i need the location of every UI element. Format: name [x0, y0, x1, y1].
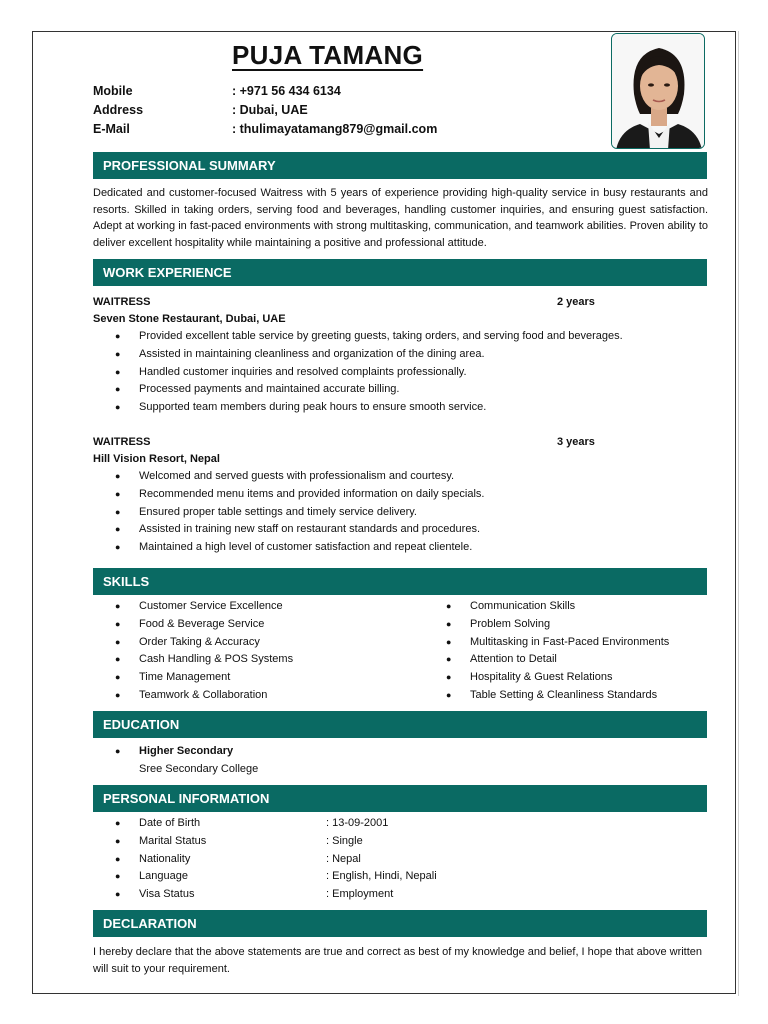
- info-label: Visa Status: [139, 888, 195, 900]
- education-degree: Higher Secondary: [139, 745, 234, 757]
- info-label: Language: [139, 870, 188, 883]
- bullet-icon: ●: [115, 402, 121, 412]
- personal-info-list: [115, 815, 437, 904]
- job-title: WAITRESS: [93, 296, 151, 308]
- list-item: ● Welcomed and served guests with professionalism and courtesy.: [139, 468, 484, 486]
- bullet-icon: ●: [115, 471, 121, 481]
- bullet-icon: ●: [115, 488, 121, 499]
- bullet-icon: ●: [115, 618, 121, 629]
- summary-text: Dedicated and customer-focused Waitress with 5 years of experience providing high-quality service in busy restaurants and resorts. Skilled in taking orders, serving food and beverages, handling customer inquiries, and ensuring guest satisfaction. Adept at working in fast-paced environments with strong multitasking, communication, and teamwork abilities. Proven ability to deliver excellent hospitality while maintaining a positive and professional attitude.: [93, 187, 708, 249]
- list-item: ● Attention to Detail: [470, 651, 669, 669]
- list-item: ● Teamwork & Collaboration: [139, 687, 293, 705]
- contact-value: : Dubai, UAE: [232, 103, 308, 117]
- job-employer: Seven Stone Restaurant, Dubai, UAE: [93, 313, 286, 325]
- bullet-icon: ●: [115, 542, 121, 552]
- job-duration: 2 years: [557, 296, 595, 308]
- bullet-icon: ●: [446, 636, 452, 647]
- job-duties: [115, 328, 623, 417]
- bullet-icon: ●: [115, 654, 121, 665]
- list-item: ● Time Management: [139, 669, 293, 687]
- bullet-icon: ●: [446, 654, 452, 665]
- list-item: ● Provided excellent table service by greeting guests, taking orders, and serving food and beverages.: [139, 328, 623, 346]
- bullet-icon: ●: [115, 636, 121, 647]
- list-item: ● Customer Service Excellence: [139, 598, 293, 616]
- bullet-icon: ●: [115, 853, 121, 864]
- list-item: ● Hospitality & Guest Relations: [470, 669, 669, 687]
- list-item: ● Table Setting & Cleanliness Standards: [470, 687, 669, 705]
- list-item: ● Ensured proper table settings and timely service delivery.: [139, 504, 484, 522]
- bullet-icon: ●: [115, 331, 121, 341]
- section-skills-header: SKILLS: [93, 568, 707, 595]
- bullet-icon: ●: [446, 618, 452, 629]
- list-item: ● Cash Handling & POS Systems: [139, 651, 293, 669]
- bullet-icon: ●: [115, 348, 121, 359]
- bullet-icon: ●: [115, 601, 121, 611]
- skills-list-right: [446, 598, 670, 705]
- info-label: Nationality: [139, 852, 191, 865]
- contact-label: Address: [93, 103, 144, 117]
- list-item: ● Handled customer inquiries and resolved complaints professionally.: [139, 364, 623, 382]
- bullet-icon: ●: [446, 672, 452, 682]
- list-item: [115, 833, 363, 851]
- contact-email: [93, 122, 438, 136]
- candidate-name: PUJA TAMANG: [232, 40, 424, 70]
- contact-label: Mobile: [93, 84, 133, 98]
- list-item: ● Assisted in training new staff on restaurant standards and procedures.: [139, 521, 484, 539]
- bullet-icon: ●: [115, 835, 121, 846]
- section-work-header: WORK EXPERIENCE: [93, 259, 707, 286]
- list-item: [115, 886, 394, 904]
- profile-photo: [611, 33, 705, 149]
- info-value: : Single: [326, 834, 363, 847]
- bullet-icon: ●: [115, 672, 121, 682]
- bullet-icon: ●: [115, 889, 121, 899]
- section-declaration-header: DECLARATION: [93, 910, 707, 937]
- list-item: ● Food & Beverage Service: [139, 616, 293, 634]
- section-personal-header: PERSONAL INFORMATION: [93, 785, 707, 812]
- bullet-icon: ●: [115, 384, 121, 395]
- bullet-icon: ●: [446, 689, 452, 700]
- info-value: : English, Hindi, Nepali: [326, 870, 437, 883]
- bullet-icon: ●: [115, 818, 121, 828]
- list-item: [139, 761, 258, 779]
- bullet-icon: ●: [115, 689, 121, 700]
- bullet-icon: ●: [115, 524, 121, 535]
- bullet-icon: ●: [115, 746, 121, 756]
- list-item: ● Problem Solving: [470, 616, 669, 634]
- contact-label: E-Mail: [93, 122, 130, 136]
- job-employer: Hill Vision Resort, Nepal: [93, 453, 220, 465]
- job-duties: [115, 468, 485, 557]
- education-list: [115, 743, 259, 779]
- job-title: WAITRESS: [93, 436, 151, 448]
- contact-value: : thulimayatamang879@gmail.com: [232, 122, 438, 136]
- list-item: ● Communication Skills: [470, 598, 669, 616]
- list-item: ● Order Taking & Accuracy: [139, 634, 293, 652]
- contact-mobile: [93, 84, 341, 98]
- page-edge: [738, 31, 739, 996]
- bullet-icon: ●: [446, 601, 452, 611]
- list-item: [115, 851, 361, 869]
- info-value: : Nepal: [326, 852, 361, 865]
- section-summary-header: PROFESSIONAL SUMMARY: [93, 152, 707, 179]
- section-education-header: EDUCATION: [93, 711, 707, 738]
- bullet-icon: ●: [115, 871, 121, 882]
- list-item: ● Processed payments and maintained accurate billing.: [139, 381, 623, 399]
- info-label: Marital Status: [139, 834, 207, 847]
- list-item: [115, 868, 437, 886]
- list-item: [115, 743, 258, 761]
- bullet-icon: ●: [115, 366, 121, 377]
- list-item: ● Assisted in maintaining cleanliness and organization of the dining area.: [139, 346, 623, 364]
- skills-list-left: [115, 598, 294, 705]
- info-label: Date of Birth: [139, 817, 201, 829]
- contact-address: [93, 103, 308, 117]
- job-duration: 3 years: [557, 436, 595, 448]
- bullet-icon: ●: [115, 506, 121, 517]
- list-item: ● Recommended menu items and provided information on daily specials.: [139, 486, 484, 504]
- list-item: ● Multitasking in Fast-Paced Environments: [470, 634, 669, 652]
- info-value: : Employment: [326, 888, 394, 900]
- contact-value: : +971 56 434 6134: [232, 84, 341, 98]
- list-item: ● Supported team members during peak hours to ensure smooth service.: [139, 399, 623, 417]
- declaration-text: I hereby declare that the above statements are true and correct as best of my knowledge and belief, I hope that above written will suit to your requirement.: [93, 946, 703, 975]
- list-item: [115, 815, 389, 833]
- education-school: Sree Secondary College: [139, 762, 259, 775]
- list-item: ● Maintained a high level of customer satisfaction and repeat clientele.: [139, 539, 484, 557]
- info-value: : 13-09-2001: [326, 817, 389, 829]
